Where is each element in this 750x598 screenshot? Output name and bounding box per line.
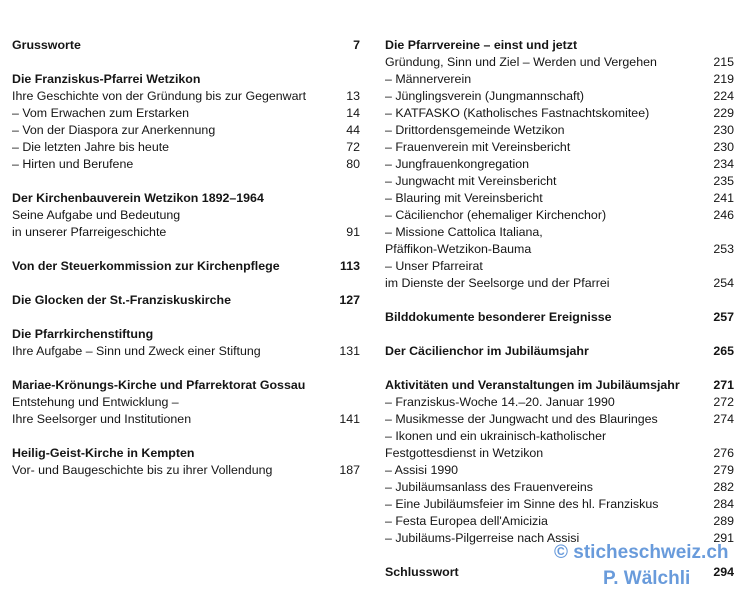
toc-entry-title: – Franziskus-Woche 14.–20. Januar 1990 bbox=[385, 395, 615, 409]
toc-entry-title: Schlusswort bbox=[385, 565, 459, 579]
toc-page-number: 7 bbox=[353, 38, 360, 52]
toc-entry-row bbox=[385, 88, 734, 105]
toc-entry-row bbox=[12, 411, 360, 428]
toc-entry-row bbox=[12, 122, 360, 139]
toc-page-number: 235 bbox=[713, 174, 734, 188]
toc-entry-title: – Assisi 1990 bbox=[385, 463, 459, 477]
toc-right-column bbox=[385, 37, 734, 598]
toc-entry-title: Entstehung und Entwicklung – bbox=[12, 395, 179, 409]
toc-heading-row bbox=[12, 71, 360, 88]
toc-entry-row bbox=[12, 139, 360, 156]
toc-section bbox=[12, 292, 360, 309]
toc-entry-title: Die Pfarrvereine – einst und jetzt bbox=[385, 38, 578, 52]
toc-entry-title: – Männerverein bbox=[385, 72, 472, 86]
toc-page-number: 229 bbox=[713, 106, 734, 120]
toc-entry-title: Mariae-Krönungs-Kirche und Pfarrektorat Gossau bbox=[12, 378, 306, 392]
toc-page-number: 289 bbox=[713, 514, 734, 528]
toc-entry-title: – Drittordensgemeinde Wetzikon bbox=[385, 123, 565, 137]
toc-page-number: 276 bbox=[713, 446, 734, 460]
toc-heading-row bbox=[12, 37, 360, 54]
toc-entry-title: – Vom Erwachen zum Erstarken bbox=[12, 106, 189, 120]
toc-page-number: 80 bbox=[346, 157, 360, 171]
toc-entry-row bbox=[12, 343, 360, 360]
toc-section bbox=[385, 377, 734, 547]
toc-page-number: 44 bbox=[346, 123, 360, 137]
toc-page-number: 141 bbox=[339, 412, 360, 426]
toc-heading-row bbox=[385, 343, 734, 360]
toc-page-number: 294 bbox=[713, 565, 734, 579]
toc-entry-row bbox=[12, 462, 360, 479]
toc-page-number: 230 bbox=[713, 140, 734, 154]
toc-entry-title: Die Pfarrkirchenstiftung bbox=[12, 327, 154, 341]
toc-entry-row bbox=[12, 207, 360, 224]
toc-page-number: 230 bbox=[713, 123, 734, 137]
toc-page-number: 284 bbox=[713, 497, 734, 511]
toc-entry-row bbox=[385, 462, 734, 479]
toc-entry-row bbox=[385, 139, 734, 156]
toc-entry-title: Von der Steuerkommission zur Kirchenpflege bbox=[12, 259, 280, 273]
toc-entry-title: – Cäcilienchor (ehemaliger Kirchenchor) bbox=[385, 208, 607, 222]
toc-page-number: 282 bbox=[713, 480, 734, 494]
toc-entry-row bbox=[12, 105, 360, 122]
toc-page-number: 241 bbox=[713, 191, 734, 205]
toc-entry-row bbox=[385, 445, 734, 462]
toc-page-number: 219 bbox=[713, 72, 734, 86]
toc-page-number: 279 bbox=[713, 463, 734, 477]
toc-entry-title: Ihre Geschichte von der Gründung bis zur Gegenwart bbox=[12, 89, 307, 103]
toc-entry-row bbox=[385, 513, 734, 530]
toc-entry-title: – Frauenverein mit Vereinsbericht bbox=[385, 140, 571, 154]
toc-entry-row bbox=[385, 122, 734, 139]
toc-page-number: 246 bbox=[713, 208, 734, 222]
toc-entry-row bbox=[12, 224, 360, 241]
toc-entry-title: – Jungfrauenkongregation bbox=[385, 157, 529, 171]
toc-page-number: 215 bbox=[713, 55, 734, 69]
toc-entry-row bbox=[385, 394, 734, 411]
toc-entry-title: – Jubiläums-Pilgerreise nach Assisi bbox=[385, 531, 580, 545]
toc-entry-row bbox=[385, 54, 734, 71]
toc-entry-row bbox=[385, 428, 734, 445]
toc-entry-title: – Blauring mit Vereinsbericht bbox=[385, 191, 543, 205]
toc-entry-title: Aktivitäten und Veranstaltungen im Jubiläumsjahr bbox=[385, 378, 680, 392]
toc-entry-row bbox=[385, 156, 734, 173]
toc-page-number: 254 bbox=[713, 276, 734, 290]
toc-entry-title: Pfäffikon-Wetzikon-Bauma bbox=[385, 242, 532, 256]
toc-entry-title: Der Cäcilienchor im Jubiläumsjahr bbox=[385, 344, 589, 358]
toc-page-number: 265 bbox=[713, 344, 734, 358]
toc-entry-row bbox=[12, 394, 360, 411]
toc-entry-row bbox=[385, 275, 734, 292]
toc-entry-row bbox=[385, 241, 734, 258]
toc-page-number: 131 bbox=[339, 344, 360, 358]
toc-page-number: 91 bbox=[346, 225, 360, 239]
toc-entry-title: – KATFASKO (Katholisches Fastnachtskomitee) bbox=[385, 106, 650, 120]
toc-page-number: 274 bbox=[713, 412, 734, 426]
toc-entry-row bbox=[385, 207, 734, 224]
toc-entry-title: – Jungwacht mit Vereinsbericht bbox=[385, 174, 557, 188]
toc-heading-row bbox=[385, 37, 734, 54]
toc-heading-row bbox=[12, 377, 360, 394]
toc-entry-title: – Von der Diaspora zur Anerkennung bbox=[12, 123, 216, 137]
toc-entry-row bbox=[385, 258, 734, 275]
toc-section bbox=[385, 343, 734, 360]
toc-section bbox=[12, 37, 360, 54]
toc-entry-row bbox=[385, 496, 734, 513]
toc-page-number: 13 bbox=[346, 89, 360, 103]
toc-entry-title: – Eine Jubiläumsfeier im Sinne des hl. Franziskus bbox=[385, 497, 659, 511]
toc-entry-title: Grussworte bbox=[12, 38, 81, 52]
toc-entry-title: – Hirten und Berufene bbox=[12, 157, 134, 171]
toc-heading-row bbox=[385, 377, 734, 394]
toc-entry-title: – Ikonen und ein ukrainisch-katholischer bbox=[385, 429, 607, 443]
toc-entry-title: Vor- und Baugeschichte bis zu ihrer Vollendung bbox=[12, 463, 273, 477]
toc-section bbox=[12, 326, 360, 360]
toc-entry-title: Die Franziskus-Pfarrei Wetzikon bbox=[12, 72, 201, 86]
toc-entry-title: in unserer Pfarreigeschichte bbox=[12, 225, 167, 239]
toc-section bbox=[12, 377, 360, 428]
toc-entry-title: – Die letzten Jahre bis heute bbox=[12, 140, 170, 154]
toc-entry-title: – Jünglingsverein (Jungmannschaft) bbox=[385, 89, 585, 103]
toc-page-number: 271 bbox=[713, 378, 734, 392]
toc-section bbox=[385, 37, 734, 292]
toc-entry-title: im Dienste der Seelsorge und der Pfarrei bbox=[385, 276, 610, 290]
watermark-line-2: P. Wälchli bbox=[603, 568, 691, 589]
toc-heading-row bbox=[12, 258, 360, 275]
toc-section bbox=[12, 190, 360, 241]
toc-entry-title: Gründung, Sinn und Ziel – Werden und Vergehen bbox=[385, 55, 657, 69]
toc-page-number: 14 bbox=[346, 106, 360, 120]
toc-section bbox=[12, 258, 360, 275]
toc-entry-row bbox=[385, 411, 734, 428]
toc-page-number: 187 bbox=[339, 463, 360, 477]
toc-page-number: 253 bbox=[713, 242, 734, 256]
toc-heading-row bbox=[12, 326, 360, 343]
toc-section bbox=[12, 445, 360, 479]
toc-heading-row bbox=[12, 292, 360, 309]
toc-entry-title: Ihre Seelsorger und Institutionen bbox=[12, 412, 192, 426]
toc-entry-row bbox=[385, 105, 734, 122]
toc-entry-row bbox=[385, 224, 734, 241]
toc-entry-title: Ihre Aufgabe – Sinn und Zweck einer Stiftung bbox=[12, 344, 261, 358]
toc-entry-title: – Missione Cattolica Italiana, bbox=[385, 225, 543, 239]
toc-entry-row bbox=[12, 156, 360, 173]
toc-heading-row bbox=[12, 190, 360, 207]
toc-page-number: 272 bbox=[713, 395, 734, 409]
toc-entry-title: Der Kirchenbauverein Wetzikon 1892–1964 bbox=[12, 191, 264, 205]
toc-page-number: 127 bbox=[339, 293, 360, 307]
toc-entry-title: Die Glocken der St.-Franziskuskirche bbox=[12, 293, 231, 307]
toc-entry-row bbox=[385, 479, 734, 496]
toc-page-number: 113 bbox=[340, 259, 360, 273]
toc-heading-row bbox=[385, 309, 734, 326]
toc-entry-row bbox=[385, 71, 734, 88]
toc-entry-row bbox=[385, 173, 734, 190]
toc-entry-title: Heilig-Geist-Kirche in Kempten bbox=[12, 446, 195, 460]
watermark-line-1: © sticheschweiz.ch bbox=[554, 542, 729, 563]
toc-entry-title: Festgottesdienst in Wetzikon bbox=[385, 446, 544, 460]
toc-entry-row bbox=[12, 88, 360, 105]
toc-left-column bbox=[12, 37, 360, 496]
toc-heading-row bbox=[12, 445, 360, 462]
toc-page-number: 224 bbox=[713, 89, 734, 103]
toc-entry-title: – Festa Europea dell'Amicizia bbox=[385, 514, 548, 528]
toc-entry-title: – Musikmesse der Jungwacht und des Blauringes bbox=[385, 412, 658, 426]
toc-entry-row bbox=[385, 190, 734, 207]
toc-entry-title: Seine Aufgabe und Bedeutung bbox=[12, 208, 181, 222]
toc-page-number: 72 bbox=[346, 140, 360, 154]
toc-entry-title: Bilddokumente besonderer Ereignisse bbox=[385, 310, 612, 324]
toc-page-number: 234 bbox=[713, 157, 734, 171]
toc-page-number: 291 bbox=[713, 531, 734, 545]
toc-entry-title: – Unser Pfarreirat bbox=[385, 259, 483, 273]
toc-entry-title: – Jubiläumsanlass des Frauenvereins bbox=[385, 480, 593, 494]
toc-page-number: 257 bbox=[713, 310, 734, 324]
toc-section bbox=[385, 309, 734, 326]
toc-section bbox=[12, 71, 360, 173]
